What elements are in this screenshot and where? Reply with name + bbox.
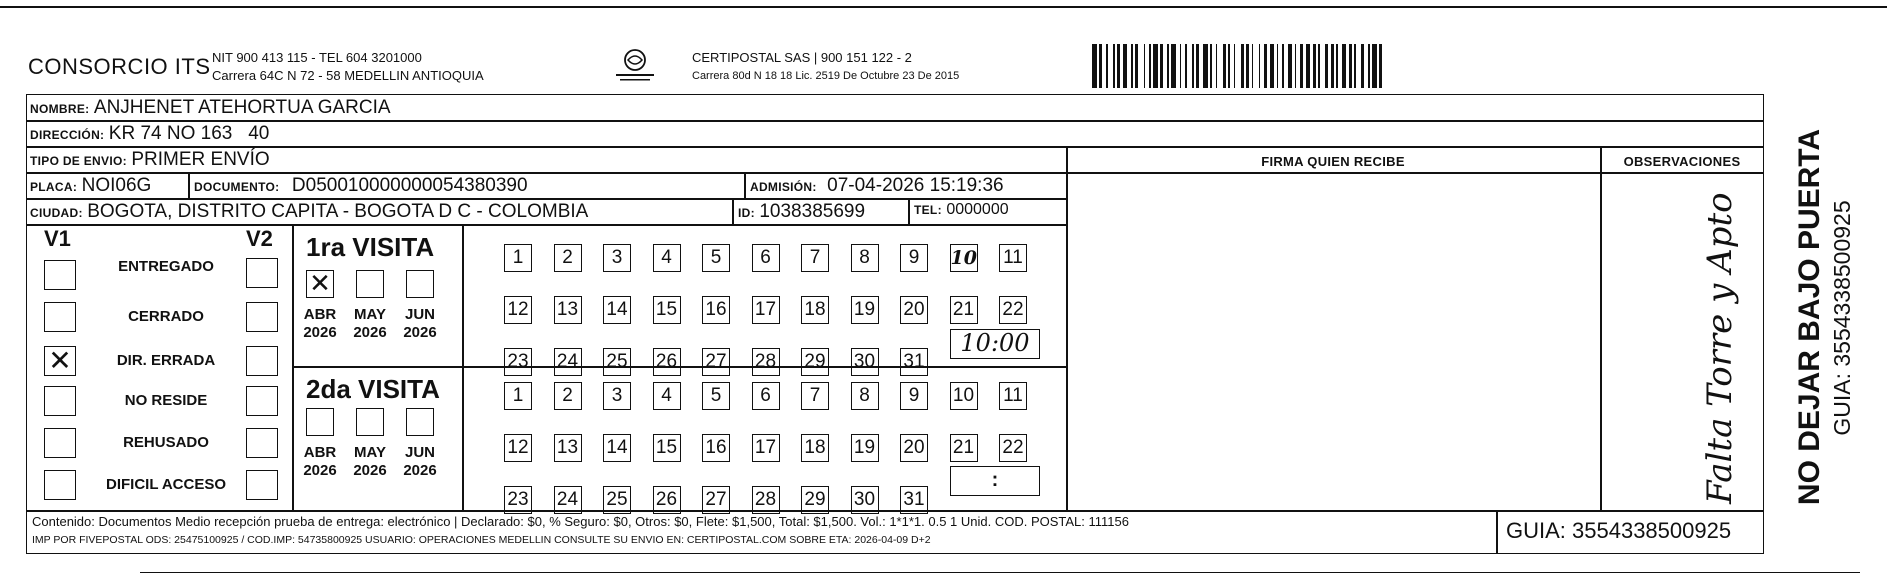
barcode-icon xyxy=(1092,44,1512,88)
id-label: ID: xyxy=(738,206,755,220)
tipo-value: PRIMER ENVÍO xyxy=(131,149,270,170)
check-mark-icon: ✕ xyxy=(48,345,72,376)
month-label xyxy=(346,306,394,342)
day-box[interactable]: 21 xyxy=(950,296,978,324)
month-name: MAY xyxy=(354,306,386,323)
month-name: ABR xyxy=(303,306,337,323)
day-box[interactable]: 23 xyxy=(504,348,532,376)
day-box[interactable]: 25 xyxy=(603,348,631,376)
day-box[interactable]: 11 xyxy=(999,382,1027,410)
day-box[interactable]: 6 xyxy=(752,244,780,272)
day-box[interactable]: 31 xyxy=(900,348,928,376)
direccion-value: KR 74 NO 163 40 xyxy=(108,123,270,144)
side-warning: NO DEJAR BAJO PUERTA xyxy=(1793,128,1826,506)
v1-checkbox[interactable] xyxy=(44,428,76,458)
company-name: CONSORCIO ITS xyxy=(28,54,211,79)
v2-checkbox[interactable] xyxy=(246,346,278,376)
day-box[interactable]: 9 xyxy=(900,382,928,410)
placa-value: NOI06G xyxy=(81,175,152,196)
row-divider xyxy=(26,198,1066,200)
day-box[interactable]: 14 xyxy=(603,296,631,324)
row-divider xyxy=(26,146,1764,148)
v2-label: V2 xyxy=(246,226,273,251)
day-box[interactable]: 28 xyxy=(752,348,780,376)
day-box[interactable]: 25 xyxy=(603,486,631,514)
day-box[interactable]: 6 xyxy=(752,382,780,410)
v1-checkbox[interactable] xyxy=(44,470,76,500)
day-box[interactable]: 7 xyxy=(801,244,829,272)
status-label: DIR. ERRADA xyxy=(116,352,216,369)
placa-cell xyxy=(30,175,151,197)
day-box[interactable]: 4 xyxy=(653,244,681,272)
ciudad-value: BOGOTA, DISTRITO CAPITA - BOGOTA D C - COLOMBIA xyxy=(87,201,589,222)
day-box[interactable]: 27 xyxy=(702,486,730,514)
col-divider xyxy=(908,198,910,224)
col-divider xyxy=(1066,146,1068,510)
documento-value: D050010000000054380390 xyxy=(291,175,528,196)
row-divider xyxy=(26,510,1764,512)
day-box[interactable]: 24 xyxy=(554,486,582,514)
month-name: JUN xyxy=(404,444,435,461)
day-box[interactable]: 9 xyxy=(900,244,928,272)
v1-checkbox[interactable] xyxy=(44,346,76,376)
tel-label: TEL: xyxy=(914,203,942,217)
footer-contenido: Contenido: Documentos Medio recepción prueba de entrega: electrónico | Declarado: $0, % Seguro: $0, Otros: $0, Flete: $1,500, Total: $1,500. Vol.: 1*1*1. 0.5 1 Unid. COD. POSTAL: 111156 xyxy=(32,514,1129,529)
day-box[interactable]: 16 xyxy=(702,434,730,462)
day-box[interactable]: 15 xyxy=(653,434,681,462)
month-year: 2026 xyxy=(353,462,387,479)
day-box[interactable]: 26 xyxy=(653,486,681,514)
tel-cell xyxy=(914,201,1009,219)
day-box[interactable]: 10 xyxy=(950,244,978,272)
admision-cell xyxy=(750,175,1004,197)
day-box[interactable]: 21 xyxy=(950,434,978,462)
day-box[interactable]: 14 xyxy=(603,434,631,462)
status-label: ENTREGADO xyxy=(118,258,214,275)
month-year: 2026 xyxy=(403,462,437,479)
admision-value: 07-04-2026 15:19:36 xyxy=(827,175,1004,196)
nombre-value: ANJHENET ATEHORTUA GARCIA xyxy=(93,97,391,118)
day-box[interactable]: 26 xyxy=(653,348,681,376)
day-box[interactable]: 18 xyxy=(801,296,829,324)
month-checkbox-may[interactable] xyxy=(356,270,384,298)
tipo-row xyxy=(30,149,270,171)
footer-guia: GUIA: 3554338500925 xyxy=(1506,518,1732,543)
footer-imp: IMP POR FIVEPOSTAL ODS: 25475100925 / COD.IMP: 54735800925 USUARIO: OPERACIONES MEDELLIN CONSULTE SU ENVIO EN: CERTIPOSTAL.COM SOBRE ETA: 2026-04-09 D+2 xyxy=(32,534,931,546)
month-year: 2026 xyxy=(303,324,337,341)
month-checkbox-abr[interactable]: ✕ xyxy=(306,270,334,298)
day-box[interactable]: 13 xyxy=(554,434,582,462)
month-checkbox-abr[interactable] xyxy=(306,408,334,436)
day-box[interactable]: 28 xyxy=(752,486,780,514)
v1-checkbox[interactable] xyxy=(44,260,76,290)
v1-label: V1 xyxy=(44,226,71,251)
col-divider xyxy=(744,172,746,198)
side-guia: GUIA: 3554338500925 xyxy=(1829,200,1855,436)
month-label xyxy=(346,444,394,480)
col-divider xyxy=(1600,146,1602,510)
v1-checkbox[interactable] xyxy=(44,302,76,332)
month-year: 2026 xyxy=(303,462,337,479)
status-label: CERRADO xyxy=(128,308,204,325)
visita2-title: 2da VISITA xyxy=(306,374,440,404)
day-box[interactable]: 16 xyxy=(702,296,730,324)
day-box[interactable]: 5 xyxy=(702,382,730,410)
nombre-row xyxy=(30,97,391,119)
v2-checkbox[interactable] xyxy=(246,258,278,288)
courier-address: Carrera 80d N 18 18 Lic. 2519 De Octubre 23 De 2015 xyxy=(692,70,960,82)
ciudad-label: CIUDAD: xyxy=(30,206,83,220)
day-box[interactable]: 7 xyxy=(801,382,829,410)
visita1-title: 1ra VISITA xyxy=(306,232,435,262)
month-checkbox-may[interactable] xyxy=(356,408,384,436)
status-label: NO RESIDE xyxy=(124,392,208,409)
firma-label: FIRMA QUIEN RECIBE xyxy=(1261,154,1405,169)
day-box[interactable]: 22 xyxy=(999,434,1027,462)
day-box[interactable]: 12 xyxy=(504,434,532,462)
company-address: Carrera 64C N 72 - 58 MEDELLIN ANTIOQUIA xyxy=(212,68,484,83)
day-box[interactable]: 4 xyxy=(653,382,681,410)
v1-checkbox[interactable] xyxy=(44,386,76,416)
day-box[interactable]: 22 xyxy=(999,296,1027,324)
day-box[interactable]: 27 xyxy=(702,348,730,376)
row-divider xyxy=(26,120,1764,122)
month-name: ABR xyxy=(303,444,337,461)
month-name: MAY xyxy=(354,444,386,461)
day-box[interactable]: 18 xyxy=(801,434,829,462)
month-label xyxy=(396,306,444,342)
day-box[interactable]: 24 xyxy=(554,348,582,376)
tel-value: 0000000 xyxy=(946,201,1009,218)
day-box[interactable]: 15 xyxy=(653,296,681,324)
day-box[interactable]: 30 xyxy=(851,486,879,514)
day-box[interactable]: 17 xyxy=(752,434,780,462)
col-divider xyxy=(1496,510,1498,554)
month-label xyxy=(296,306,344,342)
courier-name: CERTIPOSTAL SAS | 900 151 122 - 2 xyxy=(692,50,912,65)
col-divider xyxy=(732,198,734,224)
month-label xyxy=(396,444,444,480)
day-box[interactable]: 3 xyxy=(603,382,631,410)
status-label: DIFICIL ACCESO xyxy=(105,476,226,493)
col-divider xyxy=(462,224,464,510)
day-box[interactable]: 20 xyxy=(900,296,928,324)
day-box[interactable]: 1 xyxy=(504,244,532,272)
day-box[interactable]: 10 xyxy=(950,382,978,410)
day-box[interactable]: 12 xyxy=(504,296,532,324)
handwritten-observation: Falta Torre y Apto xyxy=(1700,192,1740,504)
day-box[interactable]: 30 xyxy=(851,348,879,376)
observaciones-label: OBSERVACIONES xyxy=(1623,154,1741,169)
day-box[interactable]: 8 xyxy=(851,382,879,410)
day-box[interactable]: 19 xyxy=(851,434,879,462)
bottom-rule xyxy=(140,572,1860,573)
day-box[interactable]: 23 xyxy=(504,486,532,514)
day-box[interactable]: 8 xyxy=(851,244,879,272)
month-label xyxy=(296,444,344,480)
day-box[interactable]: 17 xyxy=(752,296,780,324)
visita2-time: : xyxy=(950,466,1040,496)
placa-label: PLACA: xyxy=(30,180,78,194)
direccion-label: DIRECCIÓN: xyxy=(30,128,105,142)
month-checkbox-jun[interactable] xyxy=(406,270,434,298)
day-box[interactable]: 13 xyxy=(554,296,582,324)
month-name: JUN xyxy=(404,306,435,323)
day-box[interactable]: 1 xyxy=(504,382,532,410)
row-divider xyxy=(26,224,1066,226)
tipo-label: TIPO DE ENVIO: xyxy=(30,154,127,168)
visita1-time: 10:00 xyxy=(950,329,1040,359)
admision-label: ADMISIÓN: xyxy=(750,180,817,194)
day-box[interactable]: 31 xyxy=(900,486,928,514)
col-divider xyxy=(292,224,294,510)
row-divider xyxy=(1600,172,1764,174)
row-divider xyxy=(26,172,1764,174)
month-year: 2026 xyxy=(403,324,437,341)
day-box[interactable]: 20 xyxy=(900,434,928,462)
v2-checkbox[interactable] xyxy=(246,302,278,332)
ciudad-cell xyxy=(30,201,588,223)
day-box[interactable]: 2 xyxy=(554,382,582,410)
day-box[interactable]: 5 xyxy=(702,244,730,272)
id-value: 1038385699 xyxy=(759,201,866,222)
certipostal-logo-icon xyxy=(610,48,660,84)
day-box[interactable]: 3 xyxy=(603,244,631,272)
company-nit: NIT 900 413 115 - TEL 604 3201000 xyxy=(212,50,422,65)
top-rule xyxy=(0,6,1887,8)
v2-checkbox[interactable] xyxy=(246,470,278,500)
id-cell xyxy=(738,201,865,223)
status-label: REHUSADO xyxy=(123,434,209,451)
v2-checkbox[interactable] xyxy=(246,428,278,458)
documento-cell xyxy=(194,175,528,197)
v2-checkbox[interactable] xyxy=(246,386,278,416)
nombre-label: NOMBRE: xyxy=(30,102,90,116)
month-checkbox-jun[interactable] xyxy=(406,408,434,436)
col-divider xyxy=(188,172,190,198)
documento-label: DOCUMENTO: xyxy=(194,180,280,194)
month-year: 2026 xyxy=(353,324,387,341)
day-box[interactable]: 11 xyxy=(999,244,1027,272)
day-box[interactable]: 2 xyxy=(554,244,582,272)
day-box[interactable]: 29 xyxy=(801,348,829,376)
direccion-row xyxy=(30,123,269,145)
day-box[interactable]: 29 xyxy=(801,486,829,514)
day-box[interactable]: 19 xyxy=(851,296,879,324)
